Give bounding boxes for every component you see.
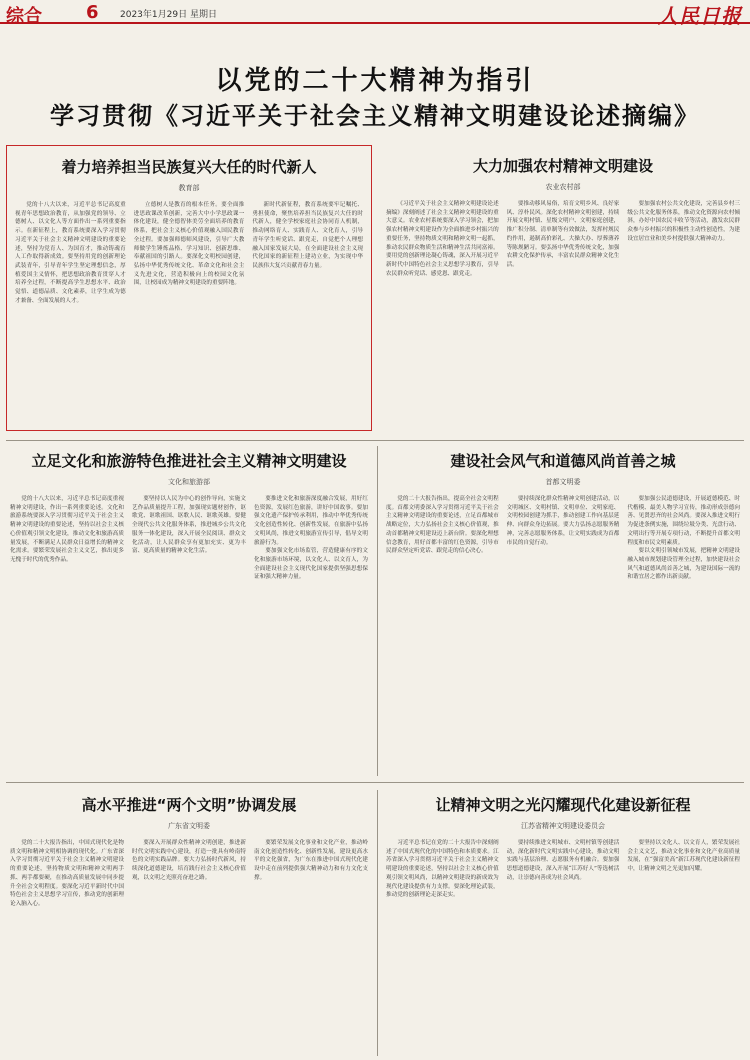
article-column: 要加强农村公共文化建设，完善县乡村三级公共文化服务体系，推动文化资源向农村倾斜，办好中国农民丰收节等活动，激发农民群众参与乡村振兴的积极性主动性创造性，为建设宜居宜业和美乡村提供强大精神动力。 bbox=[627, 201, 741, 242]
article-jiangsu bbox=[382, 790, 744, 1056]
section-name: 综合 bbox=[6, 6, 42, 27]
masthead bbox=[0, 0, 750, 28]
article-column: 党的十八大以来，习近平总书记高度重视青年思想政治教育，从加强党的领导、立德树人、以文化人等方面作出一系列重要指示。在新征程上，教育系统要深入学习贯彻习近平关于社会主义精神文明建设的重要论述，坚持为党育人、为国育才，推动铸魂育人工作取得新成效。要坚持用党的创新理论武装青年，引导青年学生坚定理想信念，厚植爱国主义情怀，把思想政治教育贯穿人才培养全过程，不断提高学生思想水平、政治觉悟、道德品质、文化素养，让学生成为德才兼备、全面发展的人才。 bbox=[15, 202, 126, 304]
article-guangdong bbox=[6, 790, 372, 1056]
article-column: 要推进文化和旅游深度融合发展，用好红色资源，发展红色旅游，讲好中国故事。要加强文化遗产保护传承利用，推动中华优秀传统文化创造性转化、创新性发展，在旅游中弘扬文明风尚，推进文明旅游宣传引导，倡导文明旅游行为。 要加强文化市场监管，营造健康有序的文化和旅游市场环境，以文化人、以文育人，为全面建设社会主义现代化国家提供坚强思想保证和强大精神力量。 bbox=[254, 496, 368, 581]
article-column: 要深入开展群众性精神文明创建，推进新时代文明实践中心建设，打造一批具有岭南特色的文明实践品牌。要大力弘扬时代新风，持续深化道德建设，培育践行社会主义核心价值观，以文明之光照亮奋进之路。 bbox=[132, 840, 246, 881]
article-culture-tourism bbox=[6, 446, 372, 776]
article-column: 要推动移风易俗，培育文明乡风、良好家风、淳朴民风。深化农村精神文明创建，持续开展文明村镇、星级文明户、文明家庭创建，推广积分制、清单制等有效做法，发挥村规民约作用，遏制高价彩礼、大操大办、厚葬薄养等陈规陋习。要弘扬中华优秀传统文化，加强农耕文化保护传承，丰富农民群众精神文化生活。 bbox=[506, 201, 620, 268]
article-column: 党的二十大报告指出，中国式现代化是物质文明和精神文明相协调的现代化。广东省深入学习贯彻习近平关于社会主义精神文明建设的重要论述，坚持物质文明和精神文明两手抓、两手都要硬，在推动高质量发展中同步提升全社会文明程度。要深化习近平新时代中国特色社会主义思想学习宣传，推动党的创新理论入脑入心。 bbox=[10, 840, 124, 907]
column-divider bbox=[377, 446, 378, 776]
article-column: 要持续深化群众性精神文明创建活动，以文明城区、文明村镇、文明单位、文明家庭、文明校园创建为抓手，推动创建工作向基层延伸、向群众身边拓展。要大力弘扬志愿服务精神，完善志愿服务体系，让文明实践成为首都市民的自觉行动。 bbox=[506, 496, 620, 546]
article-rural bbox=[382, 151, 744, 431]
article-capital bbox=[382, 446, 744, 776]
article-column: 党的二十大报告指出，提高全社会文明程度。首都文明委深入学习贯彻习近平关于社会主义精神文明建设的重要论述，立足首都城市战略定位，大力弘扬社会主义核心价值观，推动首都精神文明建设迈上新台阶。要深化理想信念教育，用好首都丰富的红色资源，引导市民群众坚定听党话、跟党走的信心决心。 bbox=[386, 496, 499, 555]
article-title: 建设社会风气和道德风尚首善之城 bbox=[450, 452, 676, 470]
article-column: 习近平总书记在党的二十大报告中深刻阐述了中国式现代化的中国特色和本质要求。江苏省深入学习贯彻习近平关于社会主义精神文明建设的重要论述，坚持以社会主义核心价值观引领文明风尚，以精神文明建设的新成效为现代化建设提供有力支撑。要深化理论武装，推动党的创新理论走深走实。 bbox=[386, 840, 499, 899]
main-headline-line2: 学习贯彻《习近平关于社会主义精神文明建设论述摘编》 bbox=[50, 102, 700, 130]
main-headline-line1: 以党的二十大精神为指引 bbox=[215, 66, 535, 96]
article-column: 新时代新征程，教育系统要牢记嘱托、勇担使命，聚焦培养担当民族复兴大任的时代新人，健全学校家庭社会协同育人机制，推动网络育人、实践育人、文化育人，引导青年学生听党话、跟党走，自觉把个人理想融入国家发展大局，在全面建设社会主义现代化国家的新征程上建功立业，为实现中华民族伟大复兴贡献青春力量。 bbox=[252, 202, 364, 269]
article-education bbox=[6, 145, 372, 431]
article-byline: 教育部 bbox=[178, 184, 200, 192]
article-title: 着力培养担当民族复兴大任的时代新人 bbox=[61, 158, 317, 176]
article-title: 立足文化和旅游特色推进社会主义精神文明建设 bbox=[31, 452, 347, 470]
article-column: 立德树人是教育的根本任务。要全面推进思政课改革创新，完善大中小学思政课一体化建设，健全德智体美劳全面培养的教育体系，把社会主义核心价值观融入国民教育全过程。要加强师德师风建设，引导广大教师做学生锤炼品格、学习知识、创新思维、奉献祖国的引路人。要深化文明校园创建，弘扬中华优秀传统文化、革命文化和社会主义先进文化，营造积极向上的校园文化氛围，让校园成为精神文明建设的重要阵地。 bbox=[133, 202, 245, 287]
issue-date: 2023年1月29日 星期日 bbox=[120, 10, 217, 20]
column-divider bbox=[377, 790, 378, 1056]
page-number: 6 bbox=[86, 2, 99, 23]
article-byline: 文化和旅游部 bbox=[168, 478, 210, 486]
article-column: 党的十八大以来，习近平总书记高度重视精神文明建设，作出一系列重要论述。文化和旅游系统要深入学习贯彻习近平关于社会主义精神文明建设的重要论述，坚持以社会主义核心价值观引领文化建设，推动文化和旅游高质量发展，不断满足人民群众日益增长的精神文化需求。要繁荣发展社会主义文艺，推出更多无愧于时代的优秀作品。 bbox=[10, 496, 124, 563]
section-divider bbox=[6, 440, 744, 441]
article-column: 要加强公民道德建设，开展道德模范、时代楷模、最美人物学习宣传，推动形成崇德向善、见贤思齐的社会风尚。要深入推进文明行为促进条例实施，围绕垃圾分类、光盘行动、文明出行等开展专项行动，不断提升首都文明程度和市民文明素质。 要以文明引领城市发展，把精神文明建设融入城市规划建设管理全过程，加快建设社会风气和道德风尚首善之城，为建设国际一流的和谐宜居之都作出新贡献。 bbox=[627, 496, 741, 581]
article-column: 《习近平关于社会主义精神文明建设论述摘编》深刻阐述了社会主义精神文明建设的重大意义。农业农村系统要深入学习领会，把加强农村精神文明建设作为全面推进乡村振兴的重要任务，坚持物质文明和精神文明一起抓，推动农民群众物质生活和精神生活共同富裕。要用党的创新理论凝心铸魂，深入开展习近平新时代中国特色社会主义思想学习教育，引导农民群众听党话、感党恩、跟党走。 bbox=[386, 201, 499, 277]
section-divider bbox=[6, 782, 744, 783]
article-byline: 江苏省精神文明建设委员会 bbox=[521, 822, 605, 830]
article-byline: 首都文明委 bbox=[545, 478, 581, 486]
article-title: 高水平推进“两个文明”协调发展 bbox=[81, 796, 297, 814]
article-title: 让精神文明之光闪耀现代化建设新征程 bbox=[435, 796, 691, 814]
article-column: 要持续推进文明城市、文明村镇等创建活动，深化新时代文明实践中心建设，推动文明实践与基层治理、志愿服务有机融合。要加强思想道德建设，深入开展“江苏好人”等选树活动，让崇德向善成为社会风尚。 bbox=[506, 840, 620, 881]
article-column: 要坚持以人民为中心的创作导向，实施文艺作品质量提升工程，加强现实题材创作，讴歌党、讴歌祖国、讴歌人民、讴歌英雄。要健全现代公共文化服务体系，推进城乡公共文化服务一体化建设，深入开展全民阅读、群众文化活动，让人民群众享有更加充实、更为丰富、更高质量的精神文化生活。 bbox=[132, 496, 246, 555]
article-title: 大力加强农村精神文明建设 bbox=[472, 157, 653, 175]
article-byline: 广东省文明委 bbox=[168, 822, 210, 830]
article-byline: 农业农村部 bbox=[545, 183, 581, 191]
newspaper-logo: 人民日报 bbox=[658, 4, 742, 28]
article-column: 要坚持以文化人、以文育人，繁荣发展社会主义文艺，推动文化事业和文化产业高质量发展，在“强富美高”新江苏现代化建设新征程中，让精神文明之光更加闪耀。 bbox=[627, 840, 741, 873]
article-column: 要繁荣发展文化事业和文化产业，推动岭南文化创造性转化、创新性发展，建设更高水平的文化强省，为广东在推进中国式现代化建设中走在前列提供强大精神动力和有力文化支撑。 bbox=[254, 840, 368, 881]
